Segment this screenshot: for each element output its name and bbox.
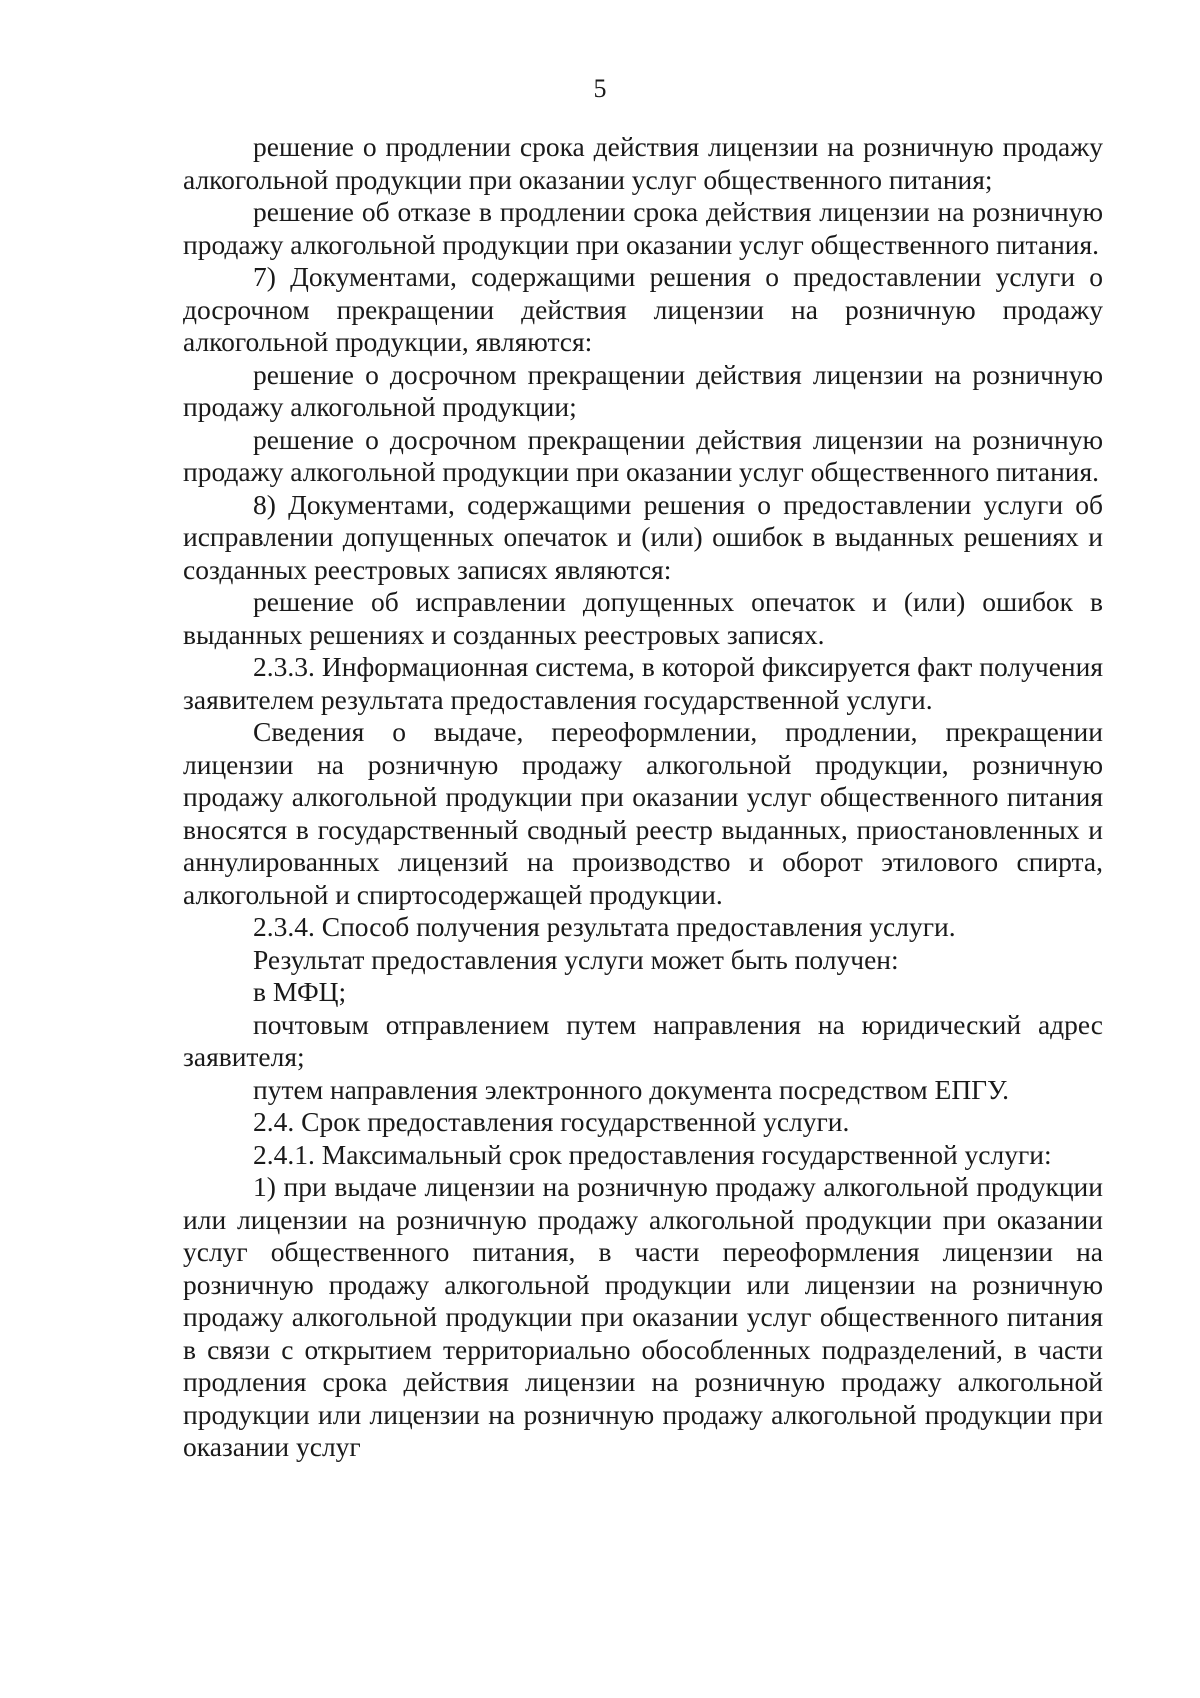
paragraph: 1) при выдаче лицензии на розничную продажу алкогольной продукции или лицензии на розничную продажу алкогольной продукции при оказании услуг общественного питания, в части переоформления лицензии на розничную продажу алкогольной продукции или лицензии на розничную продажу алкогольной продукции при оказании услуг общественного питания в связи с открытием территориально обособленных подразделений, в части продления срока действия лицензии на розничную продажу алкогольной продукции или лицензии на розничную продажу алкогольной продукции при оказании услуг <box>183 1171 1103 1462</box>
paragraph: в МФЦ; <box>253 976 347 1007</box>
paragraph: решение о продлении срока действия лицензии на розничную продажу алкогольной продукции при оказании услуг общественного питания; <box>183 131 1103 195</box>
paragraph: Сведения о выдаче, переоформлении, продлении, прекращении лицензии на розничную продажу алкогольной продукции, розничную продажу алкогольной продукции при оказании услуг общественного питания вносятся в государственный сводный реестр выданных, приостановленных и аннулированных лицензий на производство и оборот этилового спирта, алкогольной и спиртосодержащей продукции. <box>183 716 1103 910</box>
paragraph: Результат предоставления услуги может быть получен: <box>253 943 899 975</box>
page-number: 5 <box>593 74 607 103</box>
paragraph: 8) Документами, содержащими решения о предоставлении услуги об исправлении допущенных опечаток и (или) ошибок в выданных решениях и созданных реестровых записях являются: <box>183 488 1103 585</box>
paragraph: 2.3.4. Способ получения результата предоставления услуги. <box>253 911 956 942</box>
paragraph: 2.4.1. Максимальный срок предоставления государственной услуги: <box>253 1138 1052 1170</box>
paragraph: решение о досрочном прекращении действия лицензии на розничную продажу алкогольной продукции при оказании услуг общественного питания. <box>183 423 1103 487</box>
paragraph: решение об исправлении допущенных опечаток и (или) ошибок в выданных решениях и созданных реестровых записях. <box>183 586 1103 650</box>
paragraph: почтовым отправлением путем направления на юридический адрес заявителя; <box>183 1008 1103 1072</box>
paragraph: 2.3.3. Информационная система, в которой фиксируется факт получения заявителем результата предоставления государственной услуги. <box>183 651 1103 715</box>
paragraph: решение об отказе в продлении срока действия лицензии на розничную продажу алкогольной продукции при оказании услуг общественного питания. <box>183 196 1103 260</box>
paragraph: 2.4. Срок предоставления государственной услуги. <box>253 1106 850 1137</box>
paragraph: 7) Документами, содержащими решения о предоставлении услуги о досрочном прекращении действия лицензии на розничную продажу алкогольной продукции, являются: <box>183 261 1103 357</box>
document-body <box>183 131 1103 1464</box>
paragraph: путем направления электронного документа посредством ЕПГУ. <box>253 1073 1009 1105</box>
paragraph: решение о досрочном прекращении действия лицензии на розничную продажу алкогольной продукции; <box>183 358 1103 422</box>
